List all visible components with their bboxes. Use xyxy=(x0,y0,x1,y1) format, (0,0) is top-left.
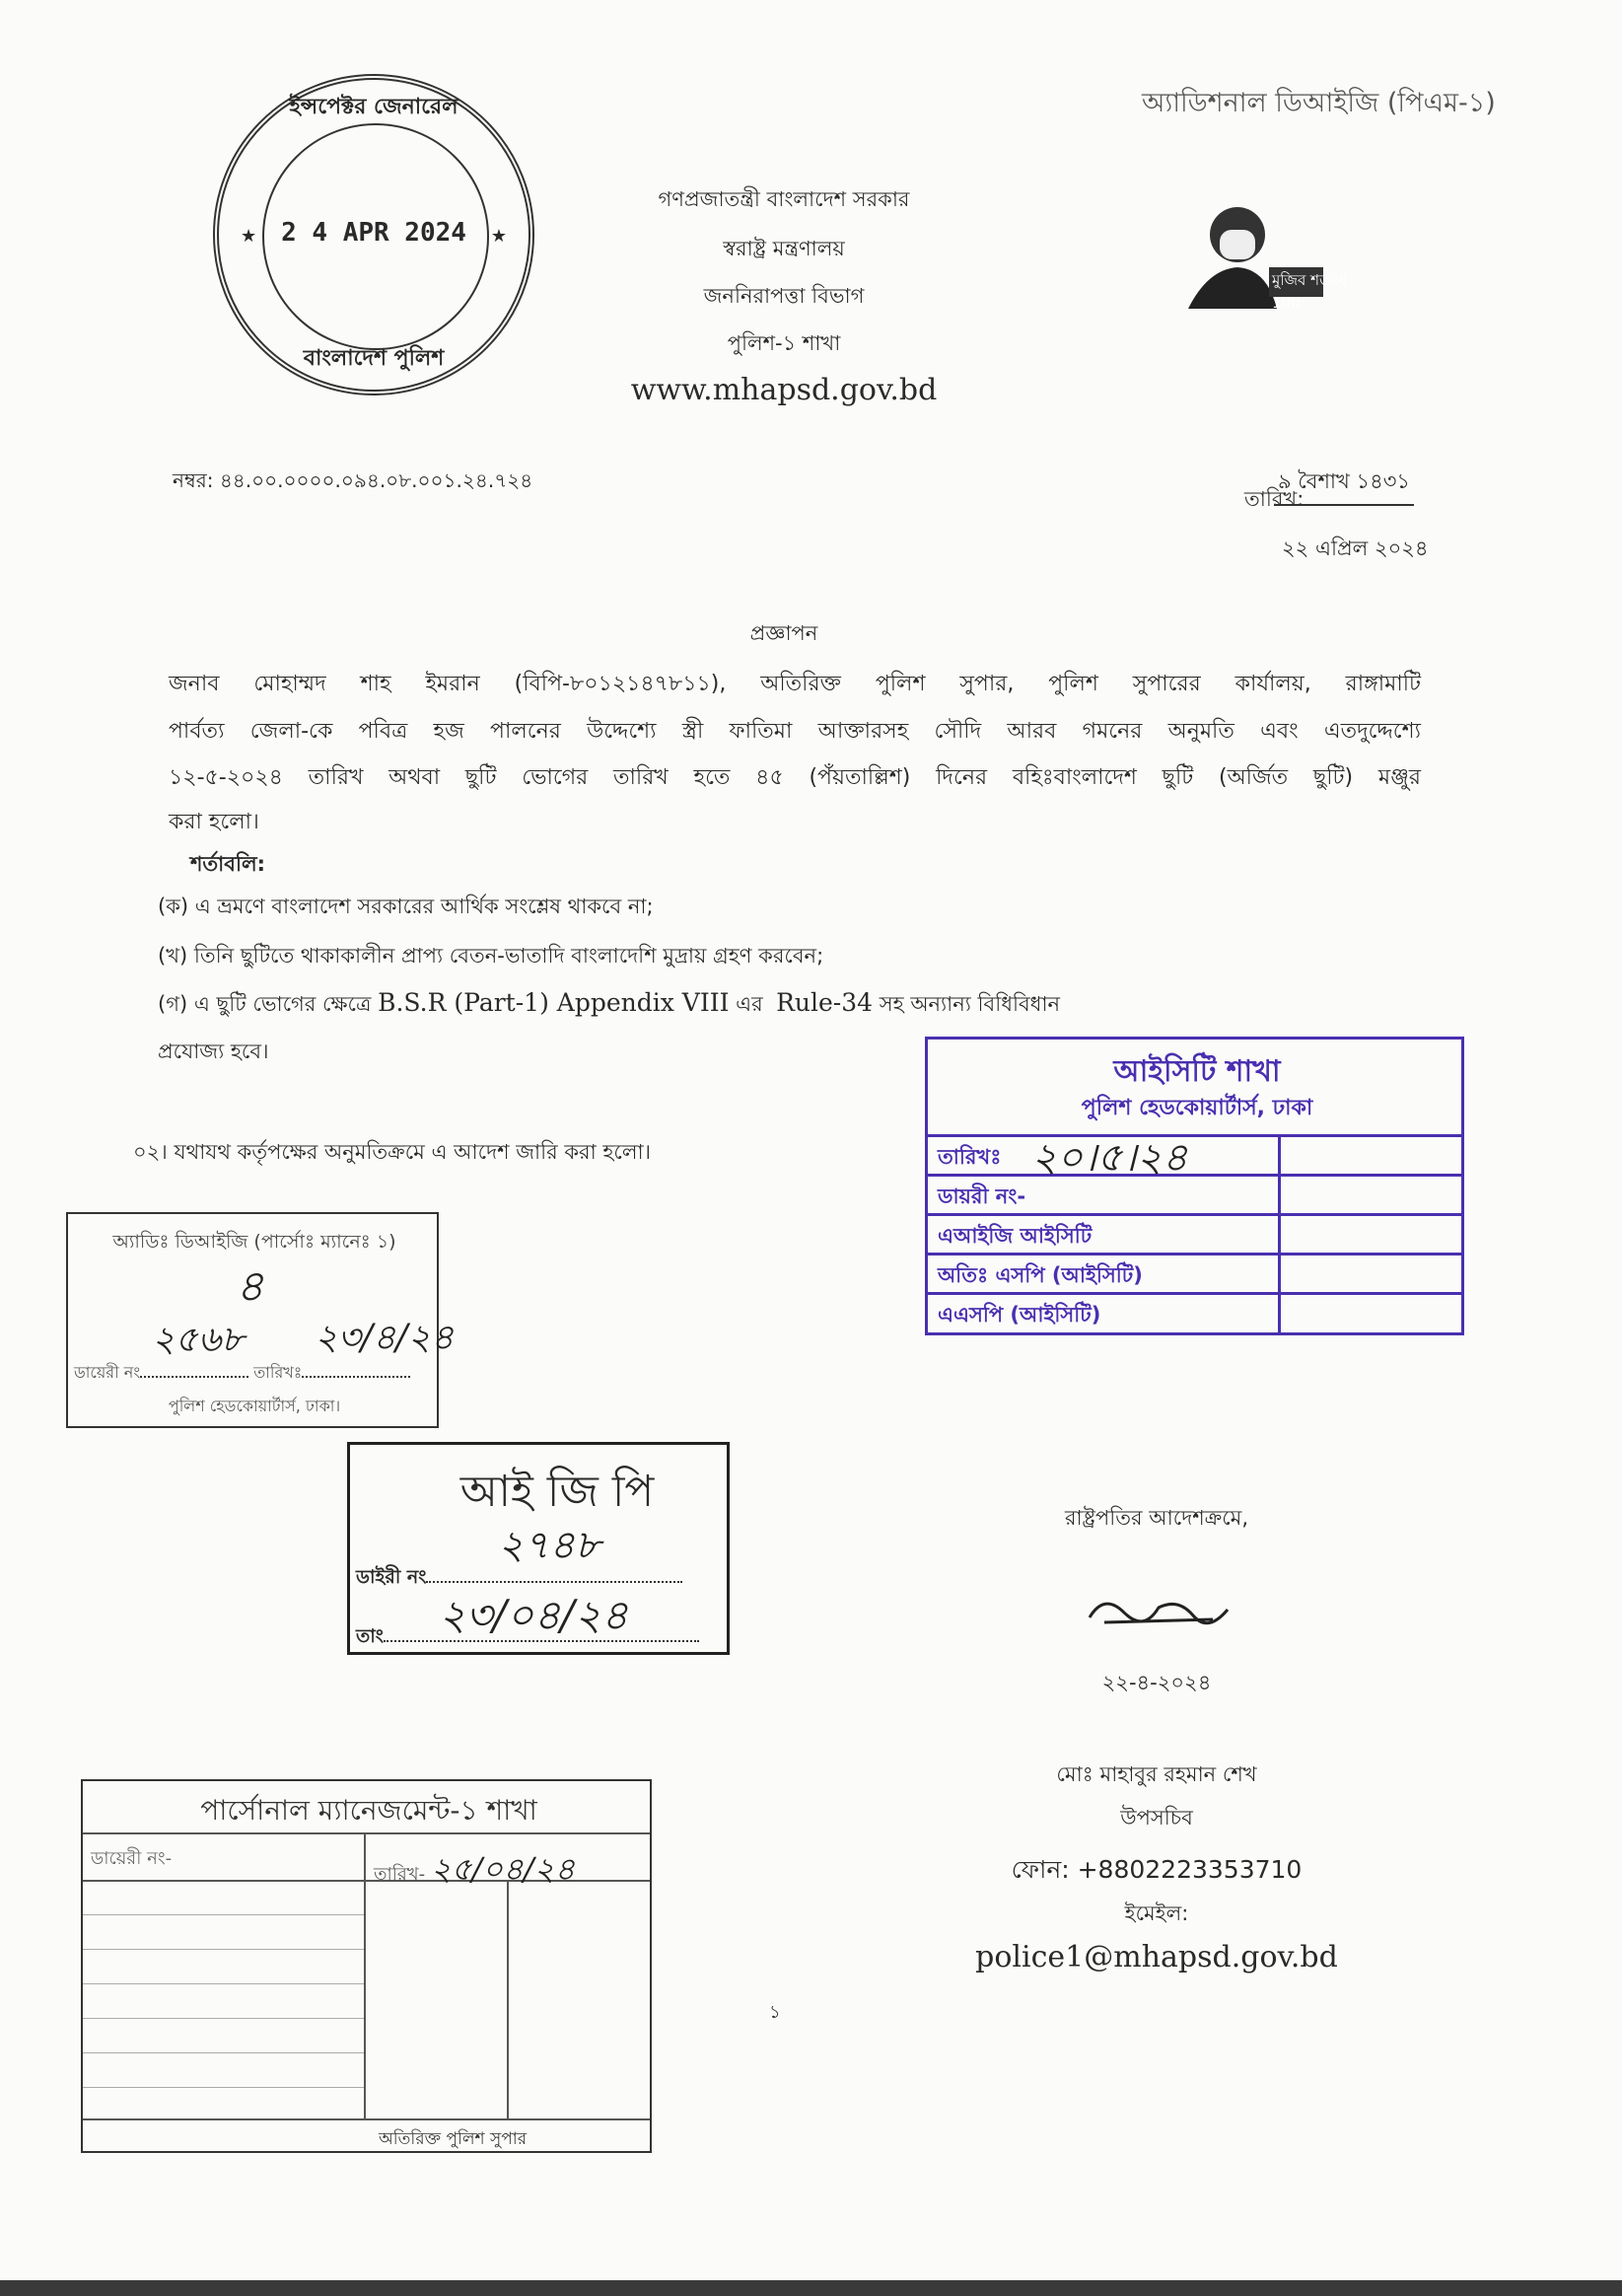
page-number: ১ xyxy=(769,2002,781,2023)
ict-stamp-title: আইসিটি শাখা xyxy=(1113,1054,1281,1089)
ict-row-label: এএসপি (আইসিটি) xyxy=(938,1303,1101,1327)
conditions-heading: শর্তাবলি: xyxy=(190,852,266,876)
pm-date-label: তারিখ- xyxy=(374,1864,426,1885)
addl-dig-stamp xyxy=(66,1212,455,1428)
signature xyxy=(1085,1588,1233,1637)
igp-date-label: তাং xyxy=(356,1625,384,1647)
condition-3-suffix: সহ অন্যান্য বিধিবিধান xyxy=(879,992,1061,1016)
ict-handwritten-date: ২০।৫।২৪ xyxy=(1031,1135,1188,1181)
ict-row-label: এআইজি আইসিটি xyxy=(938,1224,1093,1248)
condition-item: (ক) এ ভ্রমণে বাংলাদেশ সরকারের আর্থিক সংশ্লেষ থাকবে না; xyxy=(158,895,654,918)
by-order-text: রাষ্ট্রপতির আদেশক্রমে, xyxy=(1065,1506,1248,1530)
condition-3-mid: এর xyxy=(736,992,763,1016)
website-link[interactable]: www.mhapsd.gov.bd xyxy=(630,373,938,407)
condition-3-cont: প্রযোজ্য হবে। xyxy=(158,1040,269,1063)
signatory-email[interactable]: police1@mhapsd.gov.bd xyxy=(975,1940,1338,1974)
condition-3-rule: B.S.R (Part-1) Appendix VIII xyxy=(378,988,730,1017)
pm-stamp-footer: অতিরিক্ত পুলিশ সুপার xyxy=(379,2129,528,2149)
top-right-label: অ্যাডিশনাল ডিআইজি (পিএম-১) xyxy=(1142,88,1496,118)
body-line: জনাব মোহাম্মদ শাহ ইমরান (বিপি-৮০১২১৪৭৮১১), অতিরিক্ত পুলিশ সুপার, পুলিশ সুপারের কার্যালয়, রাঙ্গামাটি xyxy=(169,672,1421,696)
addl-dig-footer: পুলিশ হেডকোয়ার্টার্স, ঢাকা। xyxy=(168,1397,341,1415)
addl-dig-title: অ্যাডিঃ ডিআইজি (পার্সোঃ ম্যানেঃ ১) xyxy=(112,1231,396,1253)
condition-item-3 xyxy=(158,988,1060,1023)
igp-diary-value: ২৭৪৮ xyxy=(498,1523,600,1568)
handwritten-number: ২৫৬৮ xyxy=(152,1320,245,1360)
signatory-phone: ফোন: +8802223353710 xyxy=(1011,1855,1303,1884)
date-gregorian: ২২ এপ্রিল ২০২৪ xyxy=(1282,537,1429,560)
pm-stamp-title: পার্সোনাল ম্যানেজমেন্ট-১ শাখা xyxy=(200,1794,537,1827)
igp-title: আই জি পি xyxy=(459,1467,655,1517)
mujib-centenary-logo xyxy=(1178,190,1356,315)
body-line: পার্বত্য জেলা-কে পবিত্র হজ পালনের উদ্দেশ্যে স্ত্রী ফাতিমা আক্তারসহ সৌদি আরব গমনের অনুমতি এবং এতদুদ্দেশ্যে xyxy=(169,719,1421,744)
ict-row-label: তারিখঃ xyxy=(938,1145,1002,1169)
order-line: ০২। যথাযথ কর্তৃপক্ষের অনুমতিক্রমে এ আদেশ জারি করা হলো। xyxy=(133,1140,652,1164)
seal-date: 2 4 APR 2024 xyxy=(281,218,466,248)
igp-date-value: ২৩/০৪/২৪ xyxy=(439,1591,629,1639)
ict-row-label: অতিঃ এসপি (আইসিটি) xyxy=(938,1263,1143,1287)
star-icon: ★ xyxy=(490,226,507,247)
body-line: ১২-৫-২০২৪ তারিখ অথবা ছুটি ভোগের তারিখ হতে ৪৫ (পঁয়তাল্লিশ) দিনের বহিঃবাংলাদেশ ছুটি (অর্জিত ছুটি) মঞ্জুর xyxy=(169,765,1421,790)
pm-date-value: ২৫/০৪/২৪ xyxy=(430,1850,576,1888)
handwritten-mark: ৪ xyxy=(236,1261,264,1312)
star-icon: ★ xyxy=(241,226,257,247)
ministry-name: স্বরাষ্ট্র মন্ত্রণালয় xyxy=(723,237,845,260)
pm-diary-label: ডায়েরী নং- xyxy=(91,1848,173,1869)
seal-bottom-text: বাংলাদেশ পুলিশ xyxy=(303,346,445,371)
govt-name: গণপ্রজাতন্ত্রী বাংলাদেশ সরকার xyxy=(658,187,910,211)
condition-item: (খ) তিনি ছুটিতে থাকাকালীন প্রাপ্য বেতন-ভাতাদি বাংলাদেশি মুদ্রায় গ্রহণ করবেন; xyxy=(158,944,824,968)
handwritten-date: ২৩/৪/২৪ xyxy=(315,1318,455,1358)
memo-number: নম্বর: ৪৪.০০.০০০০.০৯৪.০৮.০০১.২৪.৭২৪ xyxy=(173,468,533,492)
division-name: জননিরাপত্তা বিভাগ xyxy=(703,284,865,308)
date-bangla: ৯ বৈশাখ ১৪৩১ xyxy=(1274,466,1414,506)
official-seal xyxy=(213,74,534,395)
body-last-line: করা হলো। xyxy=(169,810,259,834)
email-label: ইমেইল: xyxy=(1124,1901,1189,1925)
ict-stamp-subtitle: পুলিশ হেডকোয়ার্টার্স, ঢাকা xyxy=(1081,1096,1313,1120)
date-label: তারিখঃ xyxy=(253,1363,303,1382)
ict-branch-stamp xyxy=(925,1037,1464,1335)
condition-3-rule2: Rule-34 xyxy=(776,988,874,1017)
logo-text: মুজিব শতবর্ষ 100 xyxy=(1272,271,1347,312)
diary-label: ডায়েরী নং xyxy=(74,1363,141,1382)
igp-diary-label: ডাইরী নং xyxy=(356,1566,427,1588)
signatory-name: মোঃ মাহাবুর রহমান শেখ xyxy=(1056,1762,1257,1786)
scan-edge xyxy=(0,2280,1622,2296)
ict-row-label: ডায়রী নং- xyxy=(938,1184,1026,1208)
personnel-management-stamp xyxy=(81,1779,652,2153)
date-label: তারিখ: xyxy=(1244,487,1305,511)
igp-stamp xyxy=(347,1442,730,1655)
branch-name: পুলিশ-১ শাখা xyxy=(727,331,841,355)
condition-3-prefix: (গ) এ ছুটি ভোগের ক্ষেত্রে xyxy=(158,992,372,1016)
seal-top-text: ইন্সপেক্টর জেনারেল xyxy=(289,95,458,119)
notification-title: প্রজ্ঞাপন xyxy=(749,621,818,645)
sign-date: ২২-৪-২০২৪ xyxy=(1101,1671,1212,1694)
signatory-designation: উপসচিব xyxy=(1120,1806,1193,1830)
